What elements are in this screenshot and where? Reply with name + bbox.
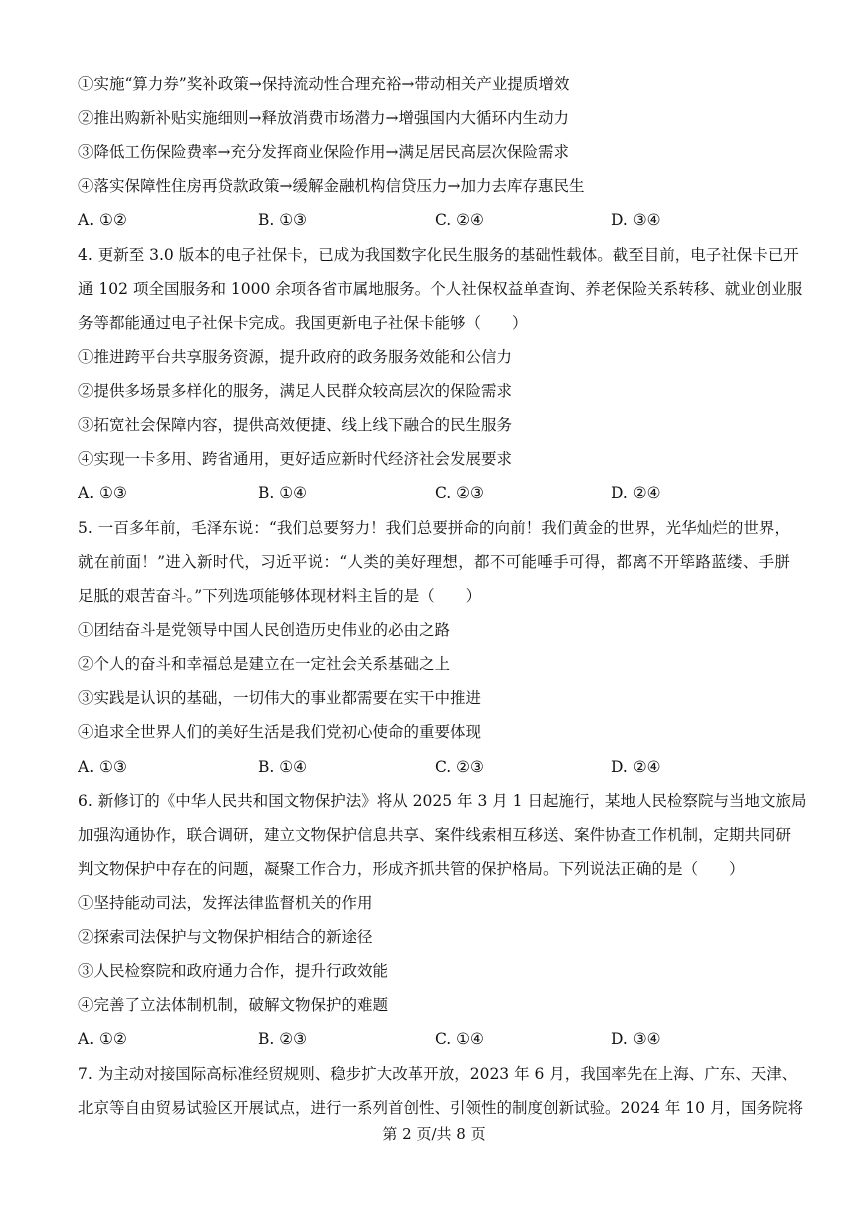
page-number-footer: 第 2 页/共 8 页 <box>382 1125 486 1143</box>
q4-stem-line-2: 通 102 项全国服务和 1000 余项各省市属地服务。个人社保权益单查询、养老保险关系转移、就业创业服 <box>78 280 803 298</box>
q3-option-3: ③降低工伤保险费率→充分发挥商业保险作用→满足居民高层次保险需求 <box>78 143 569 161</box>
q4-answer-c: C. ②③ <box>435 484 484 502</box>
q5-option-3: ③实践是认识的基础，一切伟大的事业都需要在实干中推进 <box>78 689 482 707</box>
q5-stem-line-2: 就在前面！”进入新时代，习近平说：“人类的美好理想，都不可能唾手可得，都离不开筚路蓝缕、手胼 <box>78 553 790 571</box>
q3-answer-d: D. ③④ <box>611 211 661 229</box>
q4-answer-d: D. ②④ <box>611 484 661 502</box>
q5-option-2: ②个人的奋斗和幸福总是建立在一定社会关系基础之上 <box>78 655 451 673</box>
q5-option-1: ①团结奋斗是党领导中国人民创造历史伟业的必由之路 <box>78 621 451 639</box>
q6-option-3: ③人民检察院和政府通力合作，提升行政效能 <box>78 962 389 980</box>
q6-option-2: ②探索司法保护与文物保护相结合的新途径 <box>78 928 373 946</box>
q6-answer-row <box>78 1029 798 1049</box>
q5-stem-line-1: 5. 一百多年前，毛泽东说：“我们总要努力！我们总要拼命的向前！我们黄金的世界，光华灿烂的世界， <box>78 519 790 537</box>
q5-answer-row <box>78 757 798 777</box>
q4-option-4: ④实现一卡多用、跨省通用，更好适应新时代经济社会发展要求 <box>78 450 513 468</box>
q5-option-4: ④追求全世界人们的美好生活是我们党初心使命的重要体现 <box>78 723 482 741</box>
q4-stem-line-1: 4. 更新至 3.0 版本的电子社保卡，已成为我国数字化民生服务的基础性载体。截至目前，电子社保卡已开 <box>78 246 799 264</box>
q4-answer-row <box>78 483 798 503</box>
q6-option-4: ④完善了立法体制机制，破解文物保护的难题 <box>78 996 389 1014</box>
q4-answer-b: B. ①④ <box>258 484 308 502</box>
q5-answer-b: B. ①④ <box>258 758 308 776</box>
q3-answer-b: B. ①③ <box>258 211 308 229</box>
q4-answer-a: A. ①③ <box>78 484 127 502</box>
q7-stem-line-2: 北京等自由贸易试验区开展试点，进行一系列首创性、引领性的制度创新试验。2024 年 10 月，国务院将 <box>78 1099 803 1117</box>
q3-answer-a: A. ①② <box>78 211 127 229</box>
q6-stem-line-2: 加强沟通协作，联合调研，建立文物保护信息共享、案件线索相互移送、案件协查工作机制，定期共同研 <box>78 826 792 844</box>
q3-option-1: ①实施“算力券”奖补政策→保持流动性合理充裕→带动相关产业提质增效 <box>78 75 570 93</box>
q4-option-3: ③拓宽社会保障内容，提供高效便捷、线上线下融合的民生服务 <box>78 416 513 434</box>
q3-answer-c: C. ②④ <box>435 211 484 229</box>
q4-option-1: ①推进跨平台共享服务资源，提升政府的政务服务效能和公信力 <box>78 348 513 366</box>
q3-option-2: ②推出购新补贴实施细则→释放消费市场潜力→增强国内大循环内生动力 <box>78 109 569 127</box>
q6-stem-line-3: 判文物保护中存在的问题，凝聚工作合力，形成齐抓共管的保护格局。下列说法正确的是（ ） <box>78 860 745 878</box>
q6-answer-d: D. ③④ <box>611 1030 661 1048</box>
q4-stem-line-3: 务等都能通过电子社保卡完成。我国更新电子社保卡能够（ ） <box>78 314 528 332</box>
q6-answer-b: B. ②③ <box>258 1030 308 1048</box>
q3-answer-row <box>78 210 798 230</box>
q6-option-1: ①坚持能动司法，发挥法律监督机关的作用 <box>78 894 373 912</box>
q5-answer-c: C. ②③ <box>435 758 484 776</box>
q3-option-4: ④落实保障性住房再贷款政策→缓解金融机构信贷压力→加力去库存惠民生 <box>78 177 585 195</box>
q4-option-2: ②提供多场景多样化的服务，满足人民群众较高层次的保险需求 <box>78 382 513 400</box>
q6-answer-c: C. ①④ <box>435 1030 484 1048</box>
q6-stem-line-1: 6. 新修订的《中华人民共和国文物保护法》将从 2025 年 3 月 1 日起施行，某地人民检察院与当地文旅局 <box>78 792 807 810</box>
q5-answer-d: D. ②④ <box>611 758 661 776</box>
q5-stem-line-3: 足胝的艰苦奋斗。”下列选项能够体现材料主旨的是（ ） <box>78 587 482 605</box>
q7-stem-line-1: 7. 为主动对接国际高标准经贸规则、稳步扩大改革开放，2023 年 6 月，我国率先在上海、广东、天津、 <box>78 1065 798 1083</box>
q5-answer-a: A. ①③ <box>78 758 127 776</box>
q6-answer-a: A. ①② <box>78 1030 127 1048</box>
